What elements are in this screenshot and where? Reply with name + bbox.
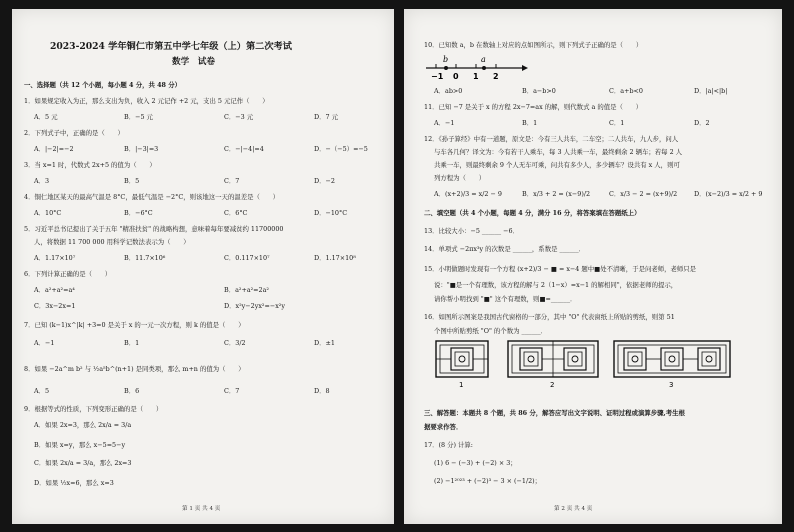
- question-8: 8．如果 −2a^m b² 与 ½a⁵b^(n+1) 是同类项，那么 m+n 的值为（ ）: [24, 365, 245, 373]
- q9-option-d: D．如果 ½x=6，那么 x=3: [34, 479, 114, 487]
- q10-option-b: B．a−b>0: [522, 87, 556, 95]
- question-1: 1．如果规定收入为正，那么支出为负，收入 2 元记作 +2 元，支出 5 元记作（ ）: [24, 97, 269, 105]
- q2-option-b: B．|−3|=3: [124, 145, 159, 153]
- exam-page-left: [12, 9, 394, 524]
- q1-option-d: D．7 元: [314, 113, 339, 121]
- q4-option-c: C．6°C: [224, 209, 248, 217]
- question-5-line-1: 5．习近平总书记提出了关于五年 "精准扶贫" 的战略构想，意味着每年要减贫约 11700000: [24, 225, 284, 233]
- question-15-line-2: 说："■是一个有理数，该方程的解与 2（1−x）=x−1 的解相同"，依据老师的提示，: [434, 281, 678, 289]
- q4-option-a: A．10°C: [34, 209, 62, 217]
- question-10: 10．已知数 a，b 在数轴上对应的点如图所示，则下列式子正确的是（ ）: [424, 41, 643, 49]
- point-a: [482, 66, 486, 70]
- q10-option-a: A．ab>0: [434, 87, 463, 95]
- q4-option-b: B．−6°C: [124, 209, 153, 217]
- question-7: 7．已知 (k−1)x^|k| +3=0 是关于 x 的一元一次方程，则 k 的值是（ ）: [24, 321, 245, 329]
- q4-option-d: D．−10°C: [314, 209, 348, 217]
- question-12-line-3: 共乘一车，则最终剩余 9 个人无车可乘，问共有多少人，多少辆车？设共有 x 人，则可: [434, 161, 680, 169]
- question-5-line-2: 人，将数据 11 700 000 用科学记数法表示为（ ）: [34, 238, 190, 246]
- q1-option-b: B．−5 元: [124, 113, 153, 121]
- lattice-figure-3: [614, 341, 730, 377]
- question-9: 9．根据等式的性质，下列变形正确的是（ ）: [24, 405, 163, 413]
- exam-subtitle: 数学 试卷: [172, 57, 215, 67]
- question-2: 2．下列式子中，正确的是（ ）: [24, 129, 124, 137]
- q9-option-a: A．如果 2x=3，那么 2x/a = 3/a: [34, 421, 132, 429]
- tick-label-neg1: −1: [431, 72, 444, 81]
- question-16-line-2: 个图中所贴剪纸 "O" 的个数为 ______．: [434, 327, 548, 335]
- q2-option-c: C．−|−4|=4: [224, 145, 264, 153]
- q11-option-a: A．−1: [434, 119, 455, 127]
- exam-title: 2023-2024 学年铜仁市第五中学七年级（上）第二次考试: [50, 41, 292, 52]
- figure-label-2: 2: [550, 381, 555, 389]
- q3-option-c: C．7: [224, 177, 240, 185]
- tick-label-0: 0: [453, 72, 459, 81]
- question-4: 4．铜仁地区某天的最高气温是 8°C，最低气温是 −2°C，则该地这一天的温差是（ ）: [24, 193, 280, 201]
- figure-label-1: 1: [459, 381, 464, 389]
- figure-label-3: 3: [669, 381, 674, 389]
- section-heading-solutions-line-2: 据要求作答．: [424, 423, 463, 431]
- question-14: 14．单项式 −2πx³y 的次数是 ______，系数是 ______．: [424, 245, 586, 253]
- question-11: 11．已知 −7 是关于 x 的方程 2x−7=ax 的解，则代数式 a 的值是（ ）: [424, 103, 643, 111]
- q5-option-a: A．1.17×10⁷: [34, 254, 76, 262]
- section-heading-solutions-line-1: 三、解答题：本题共 8 个题，共 86 分，解答应写出文字说明、证明过程或演算步骤,考生根: [424, 409, 685, 417]
- q11-option-b: B．1: [522, 119, 538, 127]
- q7-option-a: A．−1: [34, 339, 55, 347]
- number-line-arrow-icon: [522, 65, 528, 71]
- q11-option-c: C．1: [609, 119, 625, 127]
- q12-option-d: D．(x−2)/3 = x/2 + 9: [694, 190, 763, 198]
- q1-option-a: A．5 元: [34, 113, 58, 121]
- q2-option-a: A．|−2|=−2: [34, 145, 74, 153]
- q5-option-b: B．11.7×10⁶: [124, 254, 166, 262]
- q8-option-d: D．8: [314, 387, 330, 395]
- number-line-figure: [422, 53, 532, 83]
- q5-option-d: D．1.17×10⁸: [314, 254, 356, 262]
- q2-option-d: D．−（−5）=−5: [314, 145, 368, 153]
- q6-option-c: C．3x−2x=1: [34, 302, 76, 310]
- q7-option-d: D．±1: [314, 339, 335, 347]
- tick-label-1: 1: [473, 72, 479, 81]
- q12-option-a: A．(x+2)/3 = x/2 − 9: [434, 190, 502, 198]
- question-16-line-1: 16．如图所示图案是我国古代窗格的一部分，其中 "O" 代表窗纸上所贴的剪纸，则第 51: [424, 313, 675, 321]
- question-13: 13．比较大小：−5 ______ −6．: [424, 227, 519, 235]
- q7-option-b: B．1: [124, 339, 140, 347]
- question-3: 3．当 x=1 时，代数式 2x+5 的值为（ ）: [24, 161, 156, 169]
- q9-option-b: B．如果 x=y，那么 x−5=5−y: [34, 441, 126, 449]
- question-12-line-1: 12．《孙子算经》中有一道题，原文是：今有三人共车，二车空；二人共车，九人步，问人: [424, 135, 679, 143]
- page-footer-left: 第 1 页 共 4 页: [182, 506, 221, 512]
- q6-option-a: A．a²+a²=a⁴: [34, 286, 75, 294]
- page-footer-right: 第 2 页 共 4 页: [554, 506, 593, 512]
- q8-option-a: A．5: [34, 387, 50, 395]
- section-heading-multiple-choice: 一、选择题（共 12 个小题，每小题 4 分，共 48 分）: [24, 81, 182, 89]
- question-6: 6．下列计算正确的是（ ）: [24, 270, 112, 278]
- q10-option-c: C．a+b<0: [609, 87, 643, 95]
- question-17-part-2: (2) −1²⁰²³ + (−2)³ − 3 × (−1/2)；: [434, 477, 542, 485]
- question-12-line-4: 列方程为（ ）: [434, 174, 486, 182]
- q6-option-b: B．a²+a²=2a²: [224, 286, 269, 294]
- q6-option-d: D．x²y−2yx²=−x²y: [224, 302, 285, 310]
- q12-option-c: C．x/3 − 2 = (x+9)/2: [609, 190, 678, 198]
- window-lattice-figures: [434, 339, 734, 389]
- lattice-figure-1: [436, 341, 488, 377]
- q1-option-c: C．−3 元: [224, 113, 254, 121]
- q12-option-b: B．x/3 + 2 = (x−9)/2: [522, 190, 591, 198]
- q3-option-a: A．3: [34, 177, 50, 185]
- question-15-line-3: 请你帮小明找到 "■" 这个有理数，则■=______．: [434, 295, 577, 303]
- lattice-figure-2: [508, 341, 598, 377]
- question-15-line-1: 15．小明做题时发现有一个方程 (x+2)/3 − ■ = x−4 题中■处不清晰，于是问老师，老师只是: [424, 265, 697, 273]
- tick-label-2: 2: [493, 72, 499, 81]
- exam-page-right: [404, 9, 782, 524]
- point-a-label: a: [481, 55, 486, 64]
- q7-option-c: C．3/2: [224, 339, 246, 347]
- question-12-line-2: 与车各几何？译文为：今有若干人乘车，每 3 人共乘一车，最终剩余 2 辆车；若每 2 人: [434, 148, 683, 156]
- question-17-part-1: (1) 6 − (−3) + (−2) × 3；: [434, 459, 517, 467]
- point-b-label: b: [443, 55, 449, 64]
- q10-option-d: D．|a|<|b|: [694, 87, 728, 95]
- point-b: [444, 66, 448, 70]
- q8-option-c: C．7: [224, 387, 240, 395]
- q3-option-b: B．5: [124, 177, 140, 185]
- q8-option-b: B．6: [124, 387, 140, 395]
- q11-option-d: D．2: [694, 119, 710, 127]
- q5-option-c: C．0.117×10⁷: [224, 254, 270, 262]
- section-heading-fill-in: 二、填空题（共 4 个小题，每题 4 分，满分 16 分，将答案填在答题纸上）: [424, 209, 641, 217]
- question-17: 17．(8 分) 计算:: [424, 441, 473, 449]
- q3-option-d: D．−2: [314, 177, 335, 185]
- q9-option-c: C．如果 2x/a = 3/a，那么 2x=3: [34, 459, 132, 467]
